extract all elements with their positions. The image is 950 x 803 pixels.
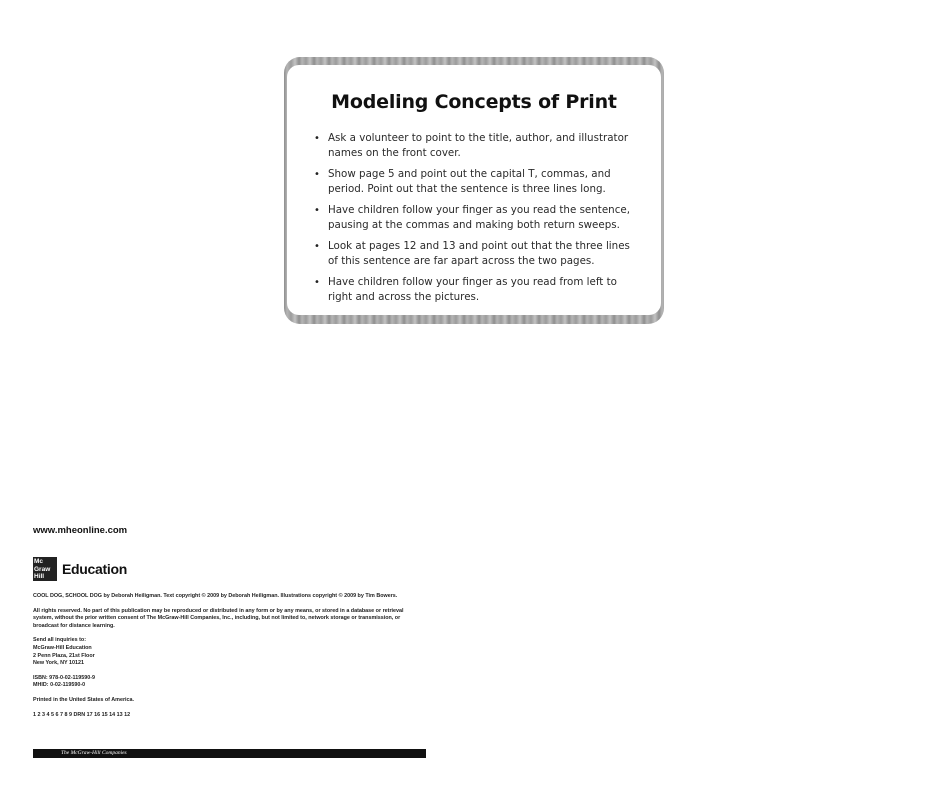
rights-text: All rights reserved. No part of this publication may be reproduced or distributed in any form or by any means, or stored in a database or retrieval system, without the prior written consent of The McGraw-Hill Companies, Inc., including, but not limited to, network storage or transmission, or broadcast for distance learning. (33, 607, 404, 629)
inquiries-line: McGraw-Hill Education (33, 644, 92, 651)
tip-text: Ask a volunteer to point to the title, author, and illustrator names on the front cover. (328, 132, 629, 159)
tips-list (313, 131, 643, 311)
tip-item (313, 239, 643, 269)
mhid: MHID: 0-02-119590-0 (33, 682, 86, 689)
publisher-logo (33, 557, 127, 581)
copyright-text: COOL DOG, SCHOOL DOG by Deborah Heiligman. Text copyright © 2009 by Deborah Heiligman. Illustrations copyright © 2009 by Tim Bowers. (33, 593, 398, 599)
logo-mark: Mc Graw Hill (33, 557, 57, 581)
bullet-icon: • (314, 277, 320, 288)
isbn-block (33, 675, 425, 690)
inquiries-block (33, 637, 425, 667)
bullet-icon: • (314, 133, 320, 144)
footer-bar (33, 749, 426, 758)
tip-text: Show page 5 and point out the capital T, commas, and period. Point out that the sentence is three lines long. (328, 168, 611, 195)
tip-text: Have children follow your finger as you read the sentence, pausing at the commas and making both return sweeps. (328, 204, 630, 231)
tip-card-body (287, 65, 661, 315)
inquiries-line: 2 Penn Plaza, 21st Floor (33, 652, 95, 659)
website-link[interactable]: www.mheonline.com (33, 525, 128, 536)
tip-text: Have children follow your finger as you read from left to right and across the pictures. (328, 276, 617, 303)
bullet-icon: • (314, 169, 320, 180)
card-title: Modeling Concepts of Print (331, 91, 617, 113)
bullet-icon: • (314, 205, 320, 216)
legal-notice (33, 593, 425, 726)
footer-bar-text: The McGraw-Hill Companies (61, 750, 127, 756)
printed-text: Printed in the United States of America. (33, 696, 135, 703)
bullet-icon: • (314, 241, 320, 252)
logo-text: Education (62, 561, 127, 577)
tip-card (284, 57, 664, 324)
tip-text: Look at pages 12 and 13 and point out that the three lines of this sentence are far apart across the two pages. (328, 240, 630, 267)
inquiries-line: Send all inquiries to: (33, 637, 87, 644)
tip-item (313, 275, 643, 305)
tip-item (313, 131, 643, 161)
isbn: ISBN: 978-0-02-119590-9 (33, 674, 96, 681)
tip-item (313, 167, 643, 197)
print-line: 1 2 3 4 5 6 7 8 9 DRN 17 16 15 14 13 12 (33, 711, 131, 718)
inquiries-line: New York, NY 10121 (33, 660, 84, 667)
tip-item (313, 203, 643, 233)
